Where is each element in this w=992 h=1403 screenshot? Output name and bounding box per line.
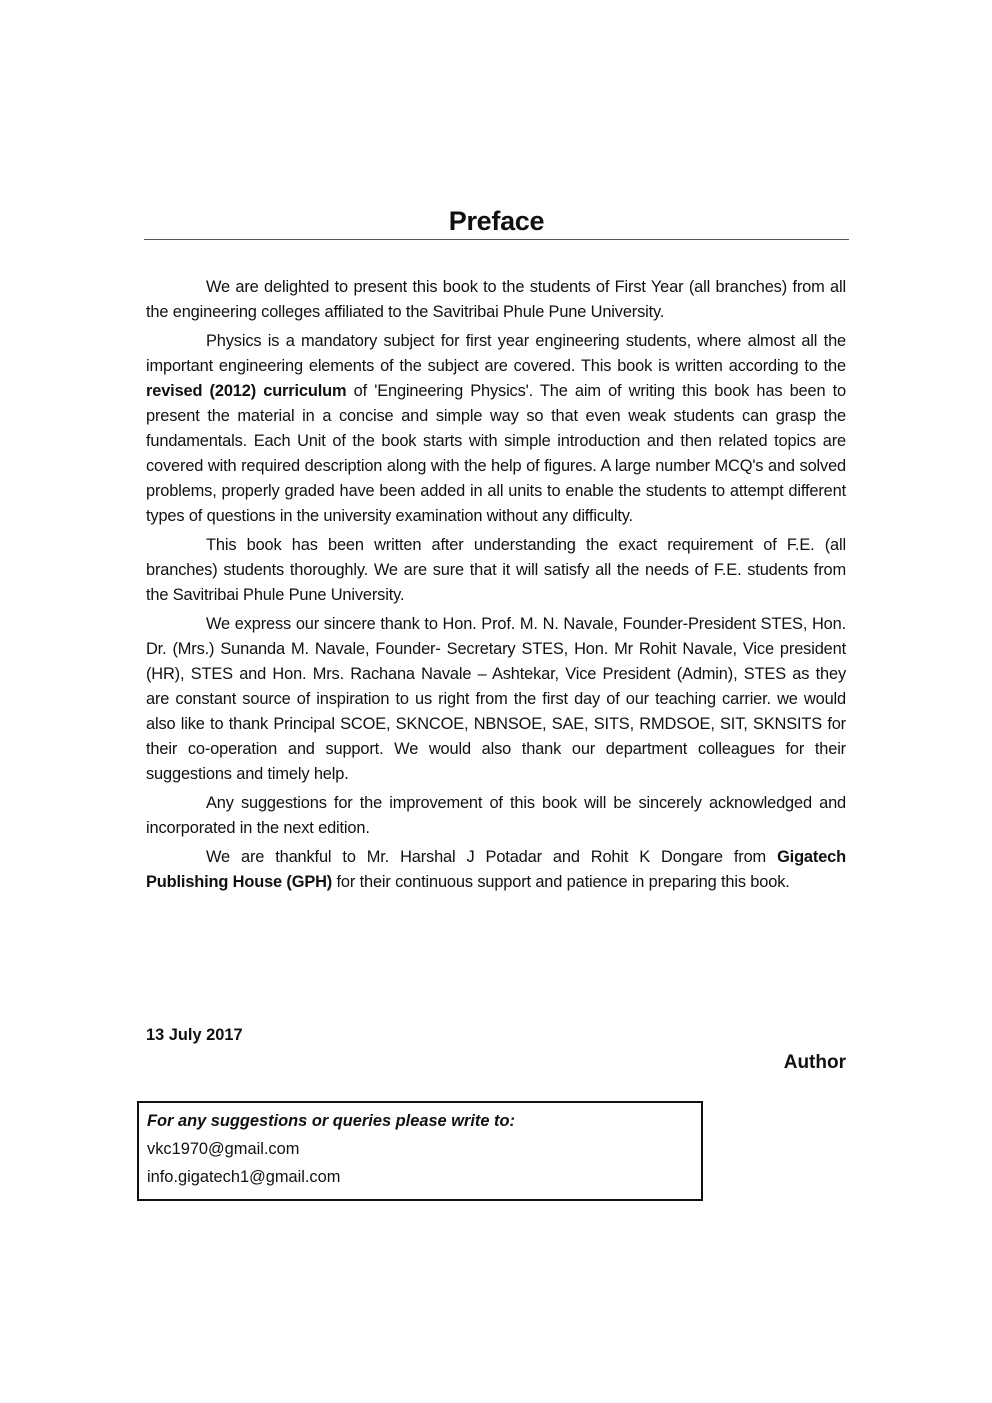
contact-box bbox=[137, 1101, 703, 1201]
paragraph-suggestions bbox=[146, 791, 846, 841]
preface-body bbox=[146, 275, 846, 898]
page-title: Preface bbox=[448, 206, 545, 236]
preface-date: 13 July 2017 bbox=[146, 1026, 243, 1044]
paragraph-text: Physics is a mandatory subject for first year engineering students, where almost all the important engineering elements of the subject are covered. This book is written according to the bbox=[146, 331, 846, 375]
contact-heading: For any suggestions or queries please write to: bbox=[147, 1112, 515, 1130]
paragraph-intro bbox=[146, 275, 846, 325]
paragraph-text: Any suggestions for the improvement of this book will be sincerely acknowledged and incorporated in the next edition. bbox=[146, 793, 846, 837]
paragraph-text: We are thankful to Mr. Harshal J Potadar and Rohit K Dongare from bbox=[206, 847, 778, 866]
paragraph-text: We express our sincere thank to Hon. Prof. M. N. Navale, Founder-President STES, Hon. Dr. (Mrs.) Sunanda M. Navale, Founder- Secretary STES, Hon. Mr Rohit Navale, Vice president (HR), STES and Hon. Mrs. Rachana Navale – Ashtekar, Vice President (Admin), STES as they are constant source of inspiration to us right from the first day of our teaching carrier. we would also like to thank Principal SCOE, SKNCOE, NBNSOE, SAE, SITS, RMDSOE, SIT, SKNSITS for their co-operation and support. We would also thank our department colleagues for their suggestions and timely help. bbox=[146, 614, 846, 784]
contact-email: info.gigatech1@gmail.com bbox=[147, 1168, 341, 1186]
paragraph-publisher bbox=[146, 845, 846, 895]
title-divider bbox=[144, 239, 849, 240]
paragraph-text: for their continuous support and patience in preparing this book. bbox=[332, 872, 790, 891]
publisher-name: Gigatech Publishing House (GPH) bbox=[146, 847, 846, 891]
contact-email: vkc1970@gmail.com bbox=[147, 1140, 300, 1158]
curriculum-emphasis: revised (2012) curriculum bbox=[146, 381, 347, 400]
author-signature: Author bbox=[783, 1052, 846, 1073]
paragraph-thanks bbox=[146, 612, 846, 788]
paragraph-text: This book has been written after understanding the exact requirement of F.E. (all branches) students thoroughly. We are sure that it will satisfy all the needs of F.E. students from the Savitribai Phule Pune University. bbox=[146, 535, 846, 605]
paragraph-physics bbox=[146, 329, 846, 530]
paragraph-text: of 'Engineering Physics'. The aim of writing this book has been to present the material in a concise and simple way so that even weak students can grasp the fundamentals. Each Unit of the book starts with simple introduction and then related topics are covered with required description along with the help of figures. A large number MCQ's and solved problems, properly graded have been added in all units to enable the students to attempt different types of questions in the university examination without any difficulty. bbox=[146, 381, 847, 526]
paragraph-text: We are delighted to present this book to the students of First Year (all branches) from all the engineering colleges affiliated to the Savitribai Phule Pune University. bbox=[146, 278, 846, 322]
paragraph-requirements bbox=[146, 533, 846, 608]
